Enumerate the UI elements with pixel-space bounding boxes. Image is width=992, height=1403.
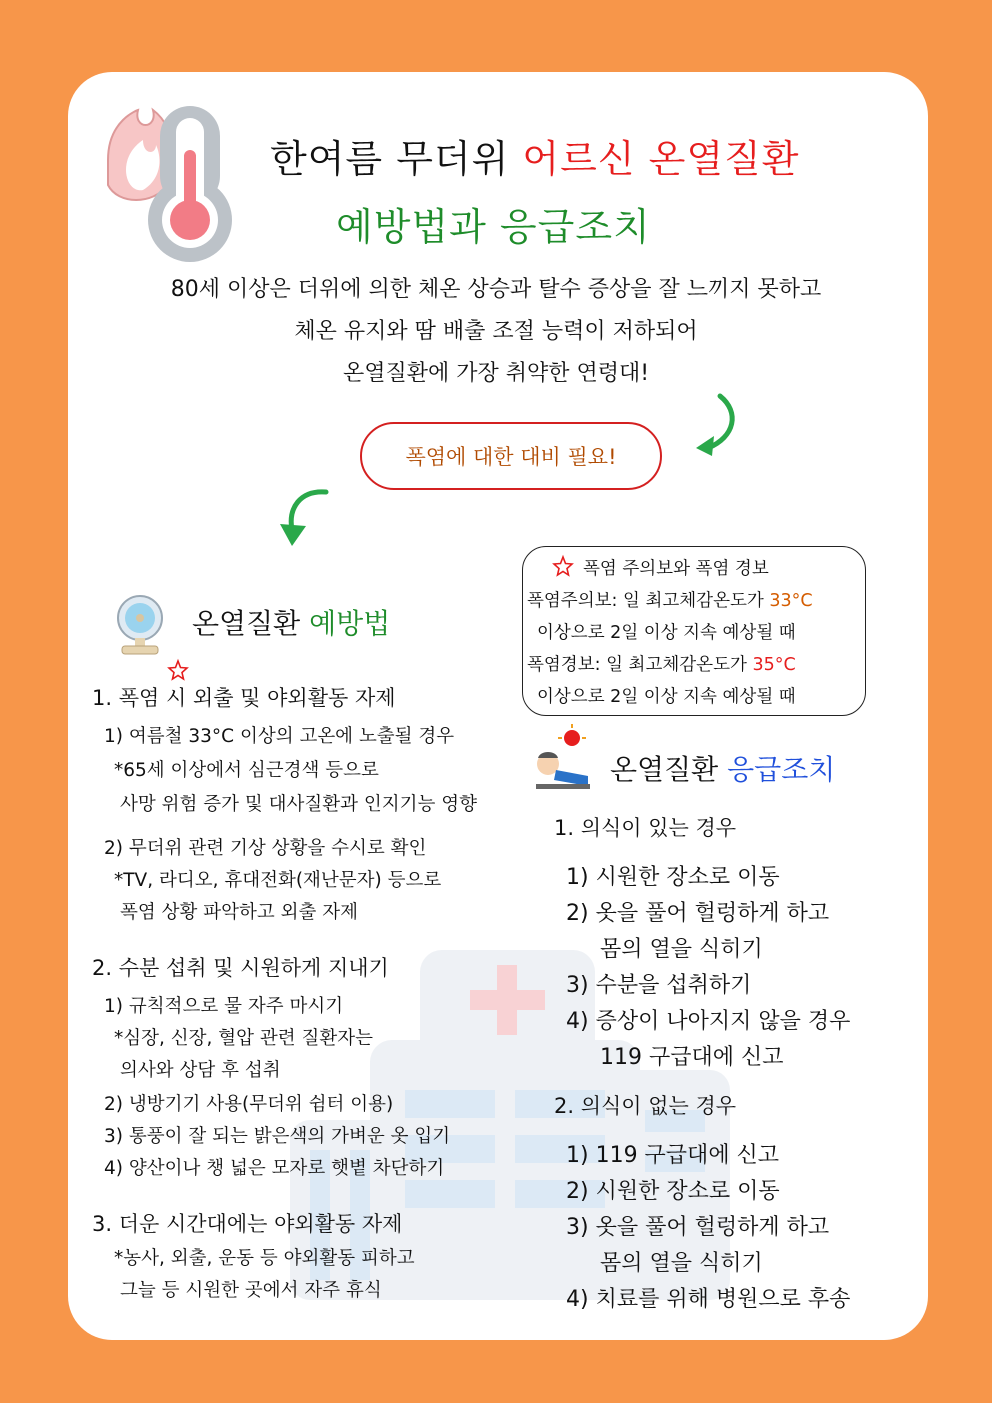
first-aid-line: 3) 수분을 섭취하기 (566, 973, 752, 998)
first-aid-line: 2) 옷을 풀어 헐렁하게 하고 (566, 901, 830, 926)
advisory-line: 폭염주의보: 일 최고체감온도가 33°C (527, 591, 813, 611)
advisory-condition: 이상으로 2일 이상 지속 예상될 때 (537, 623, 796, 643)
first-aid-line: 3) 옷을 풀어 헐렁하게 하고 (566, 1215, 830, 1240)
first-aid-line: 몸의 열을 식히기 (600, 1251, 763, 1276)
first-aid-line: 몸의 열을 식히기 (600, 937, 763, 962)
arrow-curve-icon (270, 484, 340, 554)
prevention-line: 그늘 등 시원한 곳에서 자주 휴식 (120, 1280, 382, 1301)
warning-line: 폭염경보: 일 최고체감온도가 35°C (527, 655, 796, 675)
prevention-line: 1) 여름철 33°C 이상의 고온에 노출될 경우 (104, 726, 455, 747)
first-aid-line: 4) 증상이 나아지지 않을 경우 (566, 1009, 851, 1034)
prevention-line: *65세 이상에서 심근경색 등으로 (114, 760, 379, 781)
fainting-person-icon (530, 728, 592, 794)
prevention-line: 2) 무더위 관련 기상 상황을 수시로 확인 (104, 838, 427, 859)
prevention-title: 온열질환 예방법 (192, 607, 391, 640)
first-aid-line: 1) 시원한 장소로 이동 (566, 865, 780, 890)
prevention-line: 2) 냉방기기 사용(무더위 쉼터 이용) (104, 1094, 394, 1115)
prevention-heading-1: 1. 폭염 시 외출 및 야외활동 자제 (92, 686, 396, 710)
thermometer-fire-icon (98, 100, 248, 270)
title-highlight: 어르신 온열질환 (522, 137, 800, 181)
prevention-line: 폭염 상황 파악하고 외출 자제 (120, 902, 358, 923)
callout-pill (360, 422, 662, 490)
prevention-line: 4) 양산이나 챙 넓은 모자로 햇볕 차단하기 (104, 1158, 445, 1179)
first-aid-heading-1: 1. 의식이 있는 경우 (554, 816, 737, 840)
star-mark-icon (553, 556, 573, 576)
star-mark-icon (168, 660, 188, 680)
fan-icon (108, 592, 172, 656)
prevention-line: 의사와 상담 후 섭취 (120, 1060, 281, 1081)
first-aid-line: 119 구급대에 신고 (600, 1045, 784, 1070)
prevention-line: *심장, 신장, 혈압 관련 질환자는 (114, 1028, 373, 1049)
heat-alert-title: 폭염 주의보와 폭염 경보 (583, 559, 769, 579)
heat-alert-box (522, 546, 866, 716)
prevention-line: *농사, 외출, 운동 등 야외활동 피하고 (114, 1248, 415, 1269)
prevention-heading-3: 3. 더운 시간대에는 야외활동 자제 (92, 1212, 403, 1236)
intro-line-2: 체온 유지와 땀 배출 조절 능력이 저하되어 (294, 319, 698, 344)
page-subtitle: 예방법과 응급조치 (336, 205, 651, 249)
first-aid-heading-2: 2. 의식이 없는 경우 (554, 1094, 737, 1118)
callout-text: 폭염에 대한 대비 필요! (405, 445, 617, 469)
prevention-heading-2: 2. 수분 섭취 및 시원하게 지내기 (92, 956, 389, 980)
intro-line-1: 80세 이상은 더위에 의한 체온 상승과 탈수 증상을 잘 느끼지 못하고 (170, 277, 822, 302)
first-aid-line: 4) 치료를 위해 병원으로 후송 (566, 1287, 851, 1312)
first-aid-line: 1) 119 구급대에 신고 (566, 1143, 780, 1168)
prevention-line: 3) 통풍이 잘 되는 밝은색의 가벼운 옷 입기 (104, 1126, 451, 1147)
first-aid-title: 온열질환 응급조치 (610, 753, 836, 786)
prevention-line: *TV, 라디오, 휴대전화(재난문자) 등으로 (114, 870, 442, 891)
arrow-curve-icon (690, 392, 750, 462)
intro-line-3: 온열질환에 가장 취약한 연령대! (342, 361, 650, 386)
page-title: 한여름 무더위 어르신 온열질환 (270, 137, 800, 181)
prevention-line: 1) 규칙적으로 물 자주 마시기 (104, 996, 344, 1017)
first-aid-line: 2) 시원한 장소로 이동 (566, 1179, 780, 1204)
warning-condition: 이상으로 2일 이상 지속 예상될 때 (537, 687, 796, 707)
prevention-line: 사망 위험 증가 및 대사질환과 인지기능 영향 (120, 794, 477, 815)
